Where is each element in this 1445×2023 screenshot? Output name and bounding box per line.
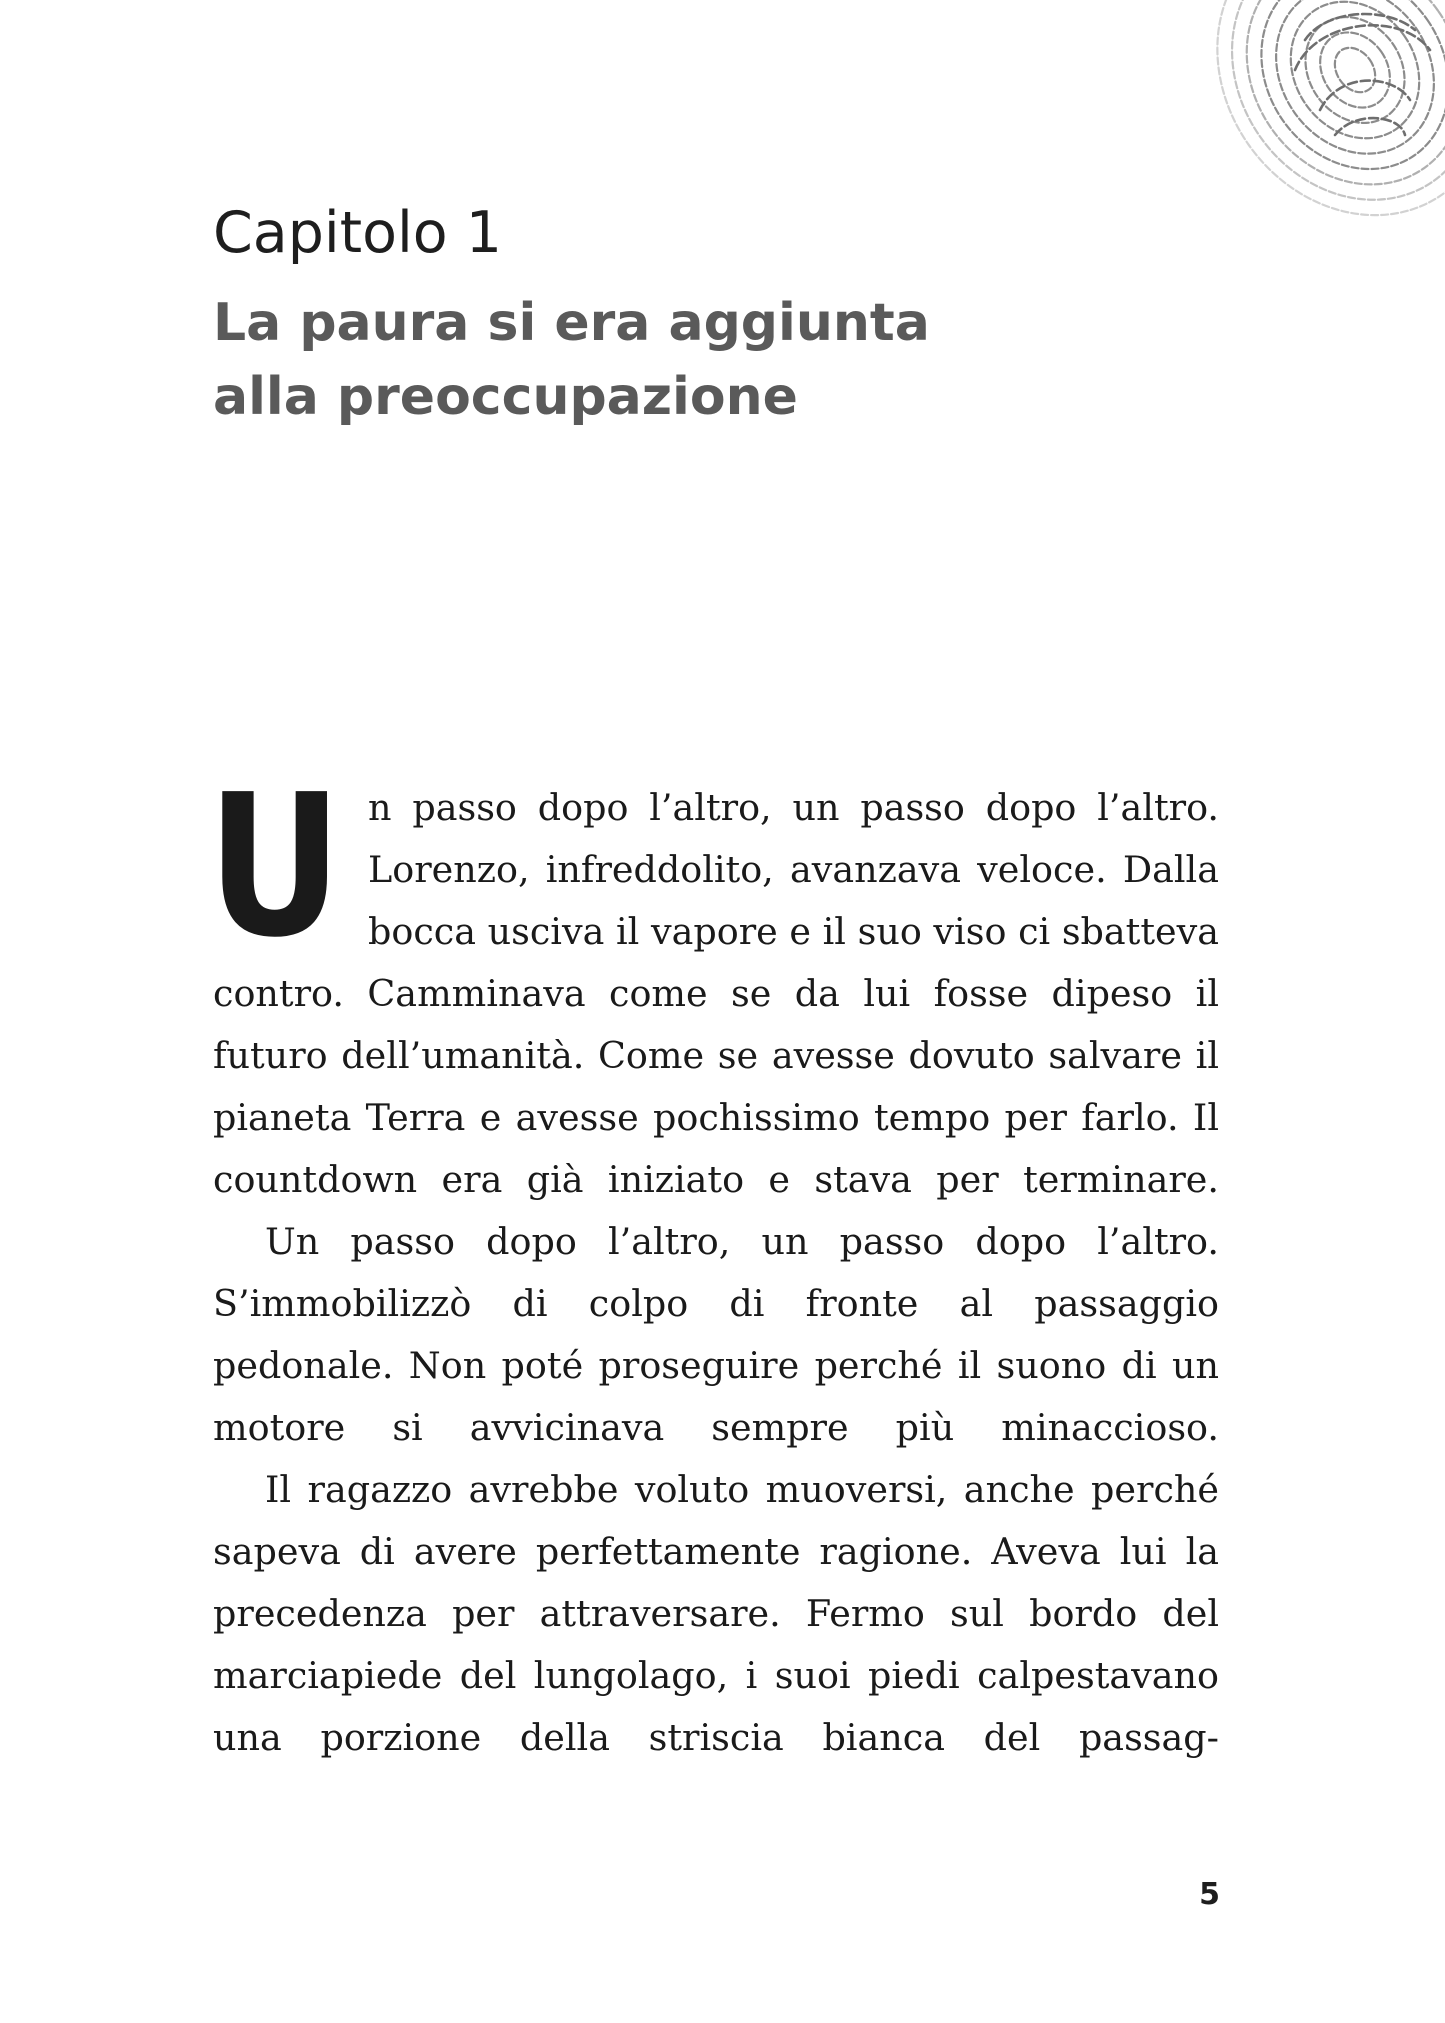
- chapter-title-line-2: alla preoccupazione: [213, 367, 798, 427]
- chapter-title-line-1: La paura si era aggiunta: [213, 293, 930, 353]
- paragraph-1: [207, 753, 1219, 1211]
- chapter-title: [213, 286, 1213, 434]
- paragraph-3: Il ragazzo avrebbe voluto muoversi, anche perché sapeva di avere perfettamente ragione. Aveva lui la precedenza per attraversare. Fermo sul bordo del marciapiede del lungolago, i suoi piedi calpestavano una porzione della striscia bianca del passag-: [213, 1468, 1219, 1759]
- chapter-number: Capitolo 1: [213, 200, 503, 266]
- drop-cap: U: [207, 753, 343, 981]
- chapter-body: [207, 753, 1219, 1769]
- paragraph-1-text: Lorenzo, infreddolito, avanzava veloce. Dalla bocca usciva il vapore e il suo viso ci sbatteva contro. Camminava come se da lui fosse dipeso il futuro dell’umanità. Come se avesse dovuto salvare il pianeta Terra e avesse pochissimo tempo per farlo. Il countdown era già iniziato e stava per terminare.: [213, 848, 1219, 1201]
- fingerprint-icon: [1155, 0, 1445, 230]
- paragraph-1-first-line: n passo dopo l’altro, un passo dopo l’altro.: [368, 786, 1219, 829]
- page-number: 5: [1199, 1877, 1220, 1912]
- paragraph-2: Un passo dopo l’altro, un passo dopo l’altro. S’immobilizzò di colpo di fronte al passaggio pedonale. Non poté proseguire perché il suono di un motore si avvicinava sempre più minaccioso.: [213, 1220, 1219, 1449]
